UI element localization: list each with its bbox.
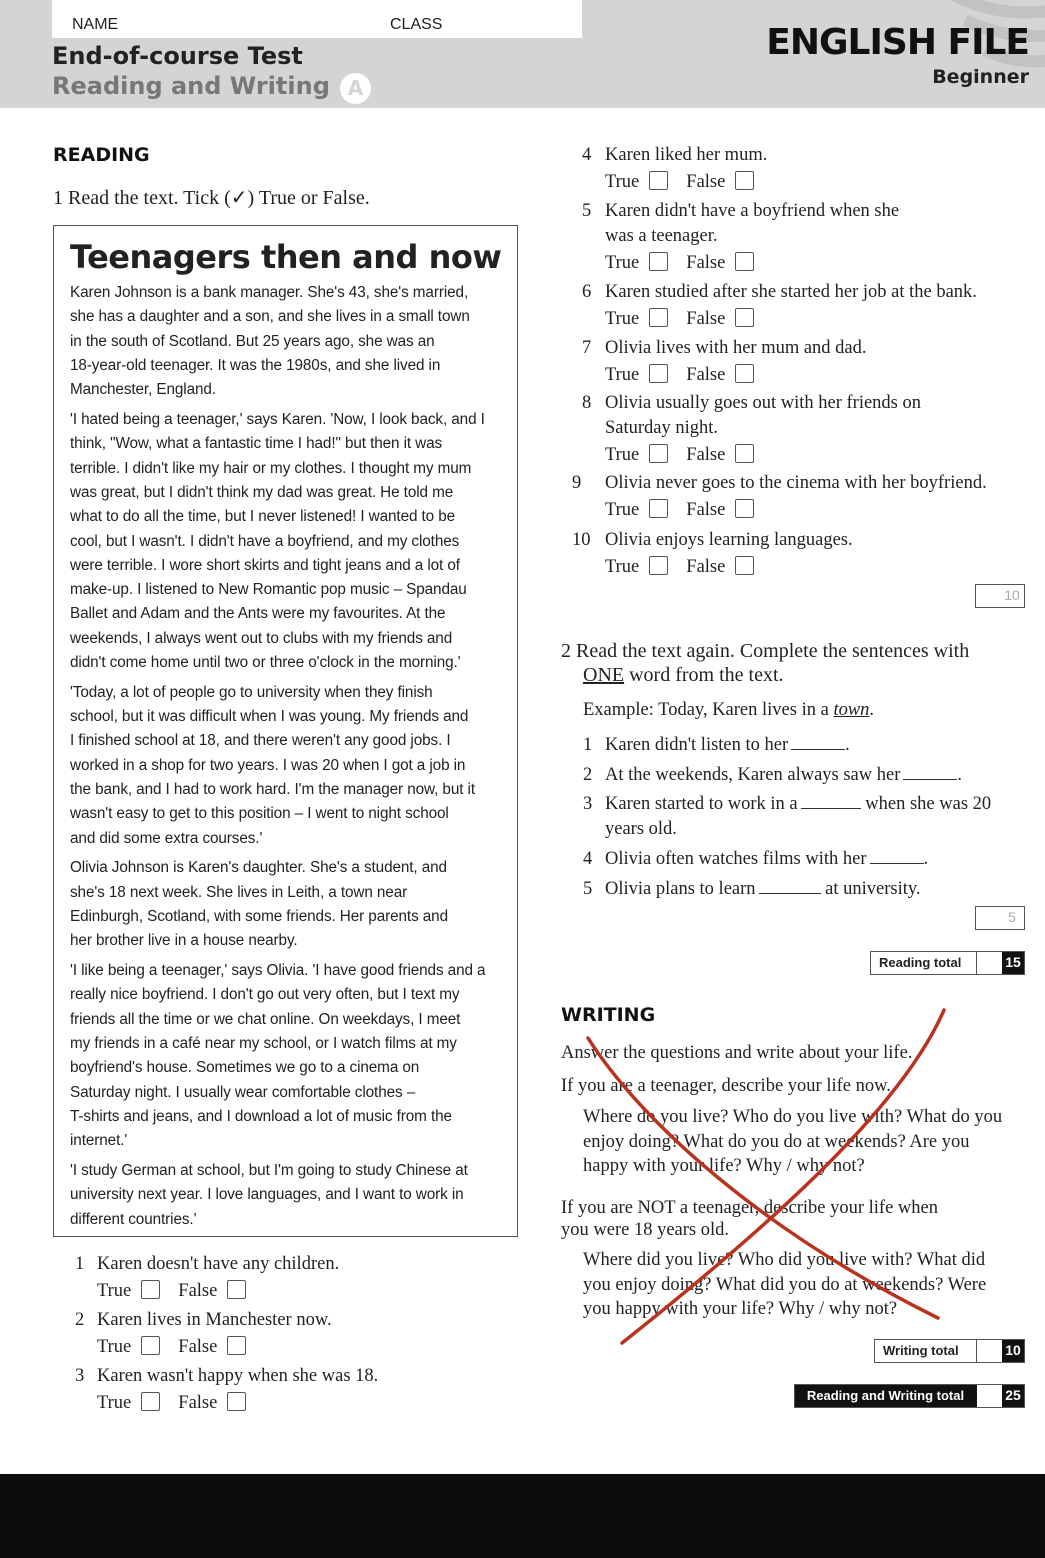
answer-blank[interactable] <box>801 795 861 809</box>
overall-total-value: 25 <box>1002 1385 1024 1407</box>
writing-option2-title-line: you were 18 years old. <box>561 1220 729 1240</box>
passage-line: wasn't easy to get to this position – I went to night school <box>70 805 449 823</box>
false-checkbox[interactable] <box>735 364 754 383</box>
true-checkbox[interactable] <box>649 499 668 518</box>
passage-line: Karen Johnson is a bank manager. She's 43, she's married, <box>70 284 469 301</box>
name-label: NAME <box>72 16 119 33</box>
true-label: True <box>605 445 640 465</box>
question-line: Olivia enjoys learning languages. <box>605 530 853 550</box>
class-label: CLASS <box>390 16 443 33</box>
true-false-row <box>605 499 754 521</box>
passage-line: 'Today, a lot of people go to university when they finish <box>70 683 433 701</box>
true-checkbox[interactable] <box>649 444 668 463</box>
true-checkbox[interactable] <box>649 171 668 190</box>
sentence-after: . <box>923 849 929 869</box>
passage-line: really nice boyfriend. I don't go out very often, but I text my <box>70 986 460 1004</box>
false-label: False <box>686 365 726 385</box>
true-false-row <box>97 1336 246 1358</box>
task2-sentence <box>583 735 850 756</box>
passage-line: her brother live in a house nearby. <box>70 932 298 950</box>
question-line: Karen doesn't have any children. <box>97 1254 340 1274</box>
reading-total-box <box>870 951 1025 975</box>
false-label: False <box>178 1337 218 1357</box>
task2-score-box <box>975 906 1025 930</box>
task2-score-value: 5 <box>1000 907 1024 929</box>
sentence-number: 2 <box>583 765 593 785</box>
passage-line: university next year. I love languages, and I want to work in <box>70 1186 464 1204</box>
false-label: False <box>686 172 726 192</box>
question-number: 1 <box>75 1254 85 1274</box>
page-header <box>0 0 1045 108</box>
false-checkbox[interactable] <box>735 499 754 518</box>
true-false-row <box>605 171 754 193</box>
passage-line: Olivia Johnson is Karen's daughter. She's a student, and <box>70 859 447 877</box>
passage-line: boyfriend's house. Sometimes we go to a cinema on <box>70 1059 420 1077</box>
task2-instruction-rest: word from the text. <box>624 664 784 686</box>
example-suffix: . <box>869 700 875 720</box>
reading-total-label: Reading total <box>871 952 977 974</box>
true-checkbox[interactable] <box>649 556 668 575</box>
passage-line: she's 18 next week. She lives in Leith, a town near <box>70 883 408 901</box>
question-number: 5 <box>582 201 592 221</box>
passage-line: make-up. I listened to New Romantic pop music – Spandau <box>70 581 467 599</box>
writing-option2-line: you happy with your life? Why / why not? <box>583 1299 898 1319</box>
test-subtitle: Reading and Writing <box>52 72 330 100</box>
question-line: Olivia usually goes out with her friends on <box>605 393 921 413</box>
sentence-number: 5 <box>583 879 593 899</box>
passage-line: my friends in a café near my school, or I watch films at my <box>70 1035 457 1052</box>
task2-instruction: 2 Read the text again. Complete the sentences with <box>561 640 970 662</box>
passage-line: internet.' <box>70 1132 128 1150</box>
task2-example <box>583 700 874 721</box>
sentence-before: At the weekends, Karen always saw her <box>605 765 901 785</box>
true-label: True <box>605 557 640 577</box>
passage-line: 'I hated being a teenager,' says Karen. 'Now, I look back, and I <box>70 411 485 428</box>
task2-sentence <box>583 794 991 815</box>
writing-option2-line: Where did you live? Who did you live with? What did <box>583 1250 986 1270</box>
question-text <box>582 418 718 439</box>
answer-blank[interactable] <box>870 850 924 864</box>
question-line: Karen liked her mum. <box>605 145 768 165</box>
overall-total-box <box>794 1384 1025 1408</box>
writing-total-box <box>874 1339 1025 1363</box>
passage-line: Saturday night. I usually wear comfortable clothes – <box>70 1083 416 1101</box>
true-label: True <box>605 172 640 192</box>
passage-line: worked in a shop for two years. I was 20 when I got a job in <box>70 756 466 774</box>
question-number: 2 <box>75 1310 85 1330</box>
reading-heading: READING <box>53 144 150 166</box>
passage-line: she has a daughter and a son, and she lives in a small town <box>70 308 470 326</box>
reading-passage <box>53 225 518 1237</box>
passage-line: 'I study German at school, but I'm going to study Chinese at <box>70 1162 468 1179</box>
brand-level: Beginner <box>932 66 1029 88</box>
task1-score-box <box>975 584 1025 608</box>
sentence-before: Olivia plans to learn <box>605 879 756 899</box>
passage-line: Edinburgh, Scotland, with some friends. Her parents and <box>70 908 448 925</box>
true-false-row <box>605 364 754 386</box>
true-label: True <box>605 365 640 385</box>
passage-line: what to do all the time, but I never listened! I wanted to be <box>70 508 456 526</box>
question-text <box>582 393 921 414</box>
answer-blank[interactable] <box>791 736 845 750</box>
passage-line: different countries.' <box>70 1210 197 1228</box>
passage-line: and did some extra courses.' <box>70 829 263 847</box>
writing-option1-line: happy with your life? Why / why not? <box>583 1156 865 1176</box>
question-line: Karen lives in Manchester now. <box>97 1310 332 1330</box>
passage-line: the bank, and I had to work hard. I'm the manager now, but it <box>70 781 475 798</box>
false-label: False <box>686 445 726 465</box>
example-answer: town <box>833 700 870 720</box>
true-checkbox[interactable] <box>649 252 668 271</box>
passage-title: Teenagers then and now <box>70 238 502 276</box>
passage-line: cool, but I wasn't. I didn't have a boyfriend, and my clothes <box>70 532 460 550</box>
question-number: 9 <box>572 473 582 493</box>
question-line: Karen didn't have a boyfriend when she <box>605 201 900 221</box>
task2-sentence3-continued: years old. <box>605 819 677 839</box>
question-line: Saturday night. <box>605 418 719 438</box>
writing-total-value: 10 <box>1002 1340 1024 1362</box>
false-label: False <box>178 1281 218 1301</box>
false-label: False <box>178 1393 218 1413</box>
false-checkbox[interactable] <box>735 556 754 575</box>
reading-total-value: 15 <box>1002 952 1024 974</box>
test-title: End-of-course Test <box>52 42 303 70</box>
passage-line: Manchester, England. <box>70 381 216 399</box>
sentence-before: Karen didn't listen to her <box>605 735 789 755</box>
false-checkbox[interactable] <box>735 444 754 463</box>
true-label: True <box>605 500 640 520</box>
question-text <box>582 282 977 303</box>
sentence-before: Karen started to work in a <box>605 794 798 814</box>
question-number: 3 <box>75 1366 85 1386</box>
version-badge: A <box>340 73 371 104</box>
answer-blank[interactable] <box>903 766 957 780</box>
passage-line: were terrible. I wore short skirts and tight jeans and a lot of <box>70 556 460 574</box>
false-checkbox[interactable] <box>735 252 754 271</box>
false-label: False <box>686 309 726 329</box>
true-false-row <box>97 1392 246 1414</box>
passage-line: T-shirts and jeans, and I download a lot of music from the <box>70 1107 452 1125</box>
writing-option1-line: enjoy doing? What do you do at weekends? Are you <box>583 1131 970 1152</box>
question-text <box>572 530 853 551</box>
passage-line: think, "Wow, what a fantastic time I had!" but then it was <box>70 435 443 453</box>
true-checkbox[interactable] <box>649 364 668 383</box>
task1-instruction: 1 Read the text. Tick (✓) True or False. <box>53 187 370 209</box>
false-checkbox[interactable] <box>735 308 754 327</box>
name-class-box <box>52 0 582 38</box>
sentence-number: 4 <box>583 849 593 869</box>
writing-total-label: Writing total <box>875 1340 977 1362</box>
writing-intro: Answer the questions and write about your life. <box>561 1043 913 1063</box>
task2-sentence <box>583 765 962 786</box>
true-false-row <box>605 308 754 330</box>
question-text <box>75 1254 339 1275</box>
brand-title: ENGLISH FILE <box>766 22 1029 63</box>
passage-line: friends all the time or we chat online. On weekdays, I meet <box>70 1010 461 1028</box>
passage-line: I finished school at 18, and there weren't any good jobs. I <box>70 732 451 750</box>
true-false-row <box>605 444 754 466</box>
true-false-row <box>605 252 754 274</box>
task2-one-word: ONE <box>583 664 625 686</box>
passage-line: 18-year-old teenager. It was the 1980s, and she lived in <box>70 356 441 374</box>
question-number: 6 <box>582 282 592 302</box>
true-false-row <box>605 556 754 578</box>
true-label: True <box>97 1393 132 1413</box>
writing-option1-title: If you are a teenager, describe your life now. <box>561 1076 891 1096</box>
question-number: 10 <box>572 530 591 550</box>
passage-line: school, but it was difficult when I was young. My friends and <box>70 708 469 726</box>
passage-line: 'I like being a teenager,' says Olivia. 'I have good friends and a <box>70 962 486 980</box>
writing-option2-title-line: If you are NOT a teenager, describe your life when <box>561 1198 938 1218</box>
example-prefix: Example: Today, Karen lives in a <box>583 700 834 720</box>
false-label: False <box>686 253 726 273</box>
question-text <box>75 1366 378 1387</box>
sentence-after: when she was 20 <box>860 794 992 814</box>
task2-sentence <box>583 879 921 900</box>
passage-line: in the south of Scotland. But 25 years ago, she was an <box>70 332 435 350</box>
answer-blank[interactable] <box>759 880 821 894</box>
sentence-number: 3 <box>583 794 593 814</box>
true-checkbox[interactable] <box>649 308 668 327</box>
passage-line: weekends, I always went out to clubs with my friends and <box>70 629 453 647</box>
true-label: True <box>97 1337 132 1357</box>
sentence-after: at university. <box>820 879 921 899</box>
task1-score-value: 10 <box>1000 585 1024 607</box>
question-text <box>582 145 767 166</box>
true-label: True <box>605 309 640 329</box>
question-text <box>582 226 717 247</box>
sentence-number: 1 <box>583 735 593 755</box>
passage-line: terrible. I didn't like my hair or my clothes. I thought my mum <box>70 459 472 477</box>
true-label: True <box>605 253 640 273</box>
question-line: was a teenager. <box>605 226 718 246</box>
task2-instruction-line2 <box>583 664 784 687</box>
true-false-row <box>97 1280 246 1302</box>
bottom-bar <box>0 1474 1045 1558</box>
false-checkbox[interactable] <box>227 1336 246 1355</box>
writing-option2-line: you enjoy doing? What did you do at weekends? Were <box>583 1274 987 1295</box>
question-text <box>582 338 867 359</box>
question-line: Karen wasn't happy when she was 18. <box>97 1366 379 1386</box>
question-line: Karen studied after she started her job at the bank. <box>605 282 977 302</box>
false-checkbox[interactable] <box>735 171 754 190</box>
question-number: 7 <box>582 338 592 358</box>
false-label: False <box>686 557 726 577</box>
writing-option1-line: Where do you live? Who do you live with? What do you <box>583 1107 1003 1127</box>
true-checkbox[interactable] <box>141 1336 160 1355</box>
true-checkbox[interactable] <box>141 1280 160 1299</box>
sentence-after: . <box>957 765 963 785</box>
passage-line: Ballet and Adam and the Ants were my favourites. At the <box>70 605 446 623</box>
question-number: 8 <box>582 393 592 413</box>
question-line: Olivia lives with her mum and dad. <box>605 338 867 358</box>
sentence-after: . <box>845 735 850 755</box>
sentence-before: Olivia often watches films with her <box>605 849 867 869</box>
overall-total-label: Reading and Writing total <box>795 1385 977 1407</box>
question-text <box>572 473 987 494</box>
true-label: True <box>97 1281 132 1301</box>
false-checkbox[interactable] <box>227 1280 246 1299</box>
false-label: False <box>686 500 726 520</box>
question-text <box>75 1310 332 1331</box>
task2-sentence <box>583 849 928 870</box>
writing-heading: WRITING <box>561 1004 656 1026</box>
question-line: Olivia never goes to the cinema with her boyfriend. <box>605 473 987 493</box>
passage-line: didn't come home until two or three o'clock in the morning.' <box>70 654 461 671</box>
question-text <box>582 201 899 222</box>
passage-line: was great, but I didn't think my dad was great. He told me <box>70 483 454 501</box>
false-checkbox[interactable] <box>227 1392 246 1411</box>
question-number: 4 <box>582 145 592 165</box>
true-checkbox[interactable] <box>141 1392 160 1411</box>
